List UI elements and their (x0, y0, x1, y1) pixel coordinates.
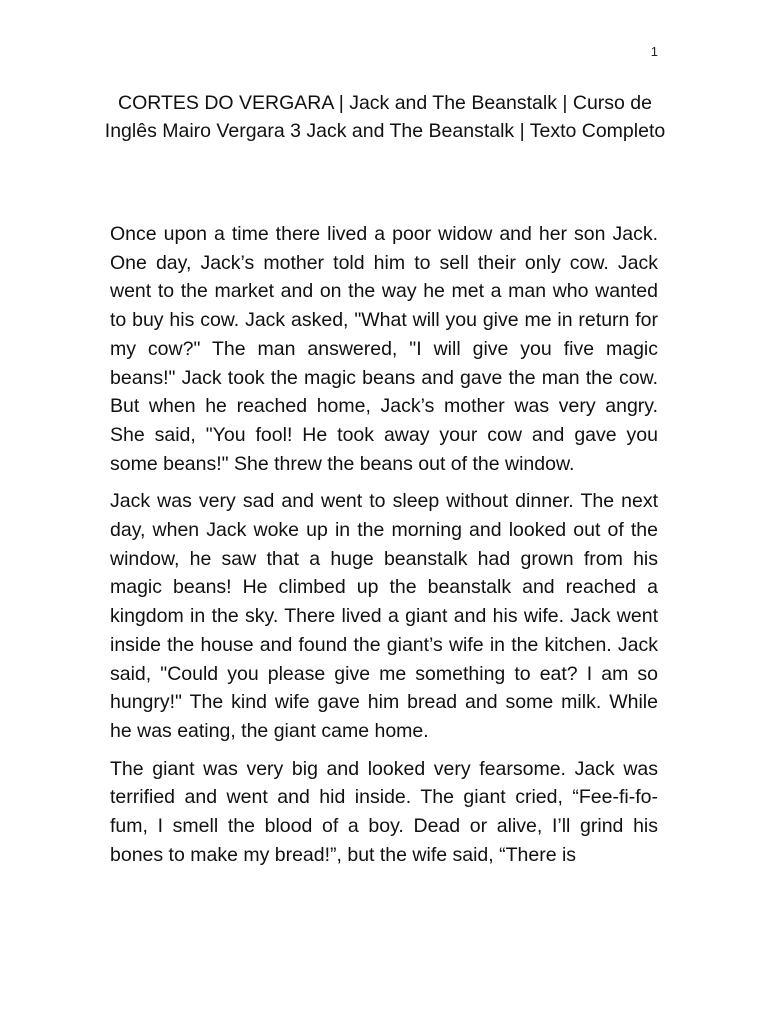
paragraph: Jack was very sad and went to sleep without dinner. The next day, when Jack woke up in the morning and looked out of the window, he saw that a huge beanstalk had grown from his magic beans! He climbed up the beanstalk and reached a kingdom in the sky. There lived a giant and his wife. Jack went inside the house and found the giant’s wife in the kitchen. Jack said, "Could you please give me something to eat? I am so hungry!" The kind wife gave him bread and some milk. While he was eating, the giant came home. (110, 490, 658, 742)
document-title: CORTES DO VERGARA | Jack and The Beanstalk | Curso de Inglês Mairo Vergara 3 Jack and The Beanstalk | Texto Completo (104, 92, 666, 142)
page-number: 1 (650, 44, 658, 59)
paragraph: The giant was very big and looked very fearsome. Jack was terrified and went and hid inside. The giant cried, “Fee-fi-fo-fum, I smell the blood of a boy. Dead or alive, I’ll grind his bones to make my bread!”, but the wife said, “There is (110, 757, 658, 866)
paragraph: Once upon a time there lived a poor widow and her son Jack. One day, Jack’s mother told him to sell their only cow. Jack went to the market and on the way he met a man who wanted to buy his cow. Jack asked, "What will you give me in return for my cow?" The man answered, "I will give you five magic beans!" Jack took the magic beans and gave the man the cow. But when he reached home, Jack’s mother was very angry. She said, "You fool! He took away your cow and gave you some beans!" She threw the beans out of the window. (110, 223, 658, 475)
document-body (110, 220, 658, 878)
